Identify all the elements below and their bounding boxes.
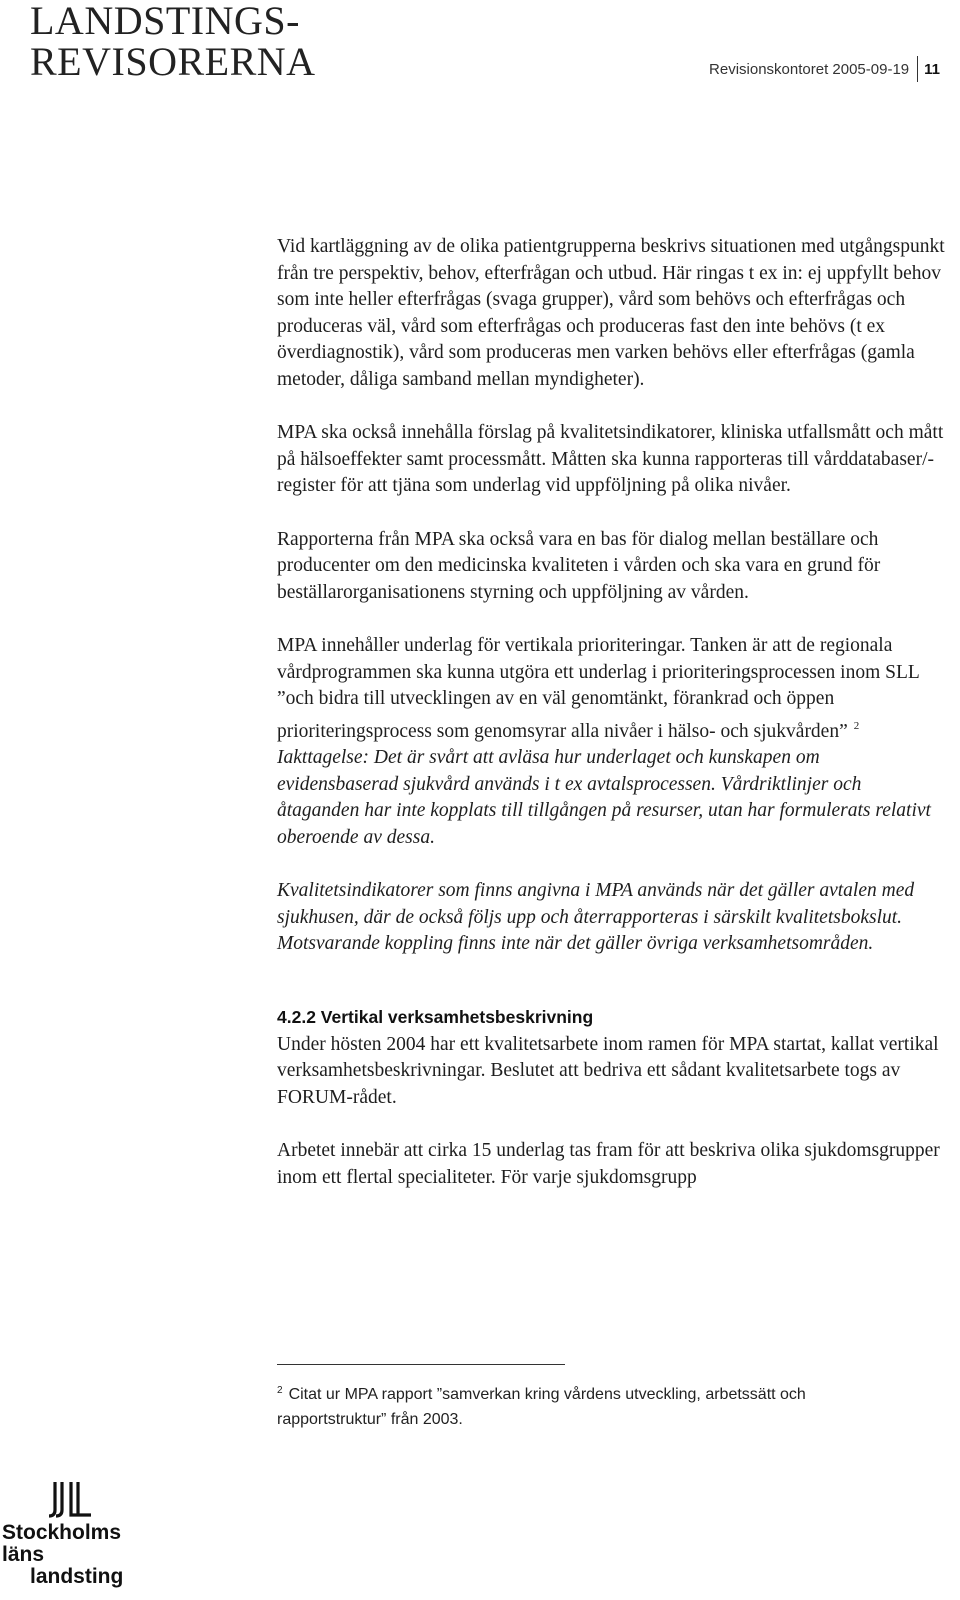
paragraph-1: Vid kartläggning av de olika patientgrupperna beskrivs situationen med utgångspunkt från tre perspektiv, behov, efterfrågan och utbud. Här ringas t ex in: ej uppfyllt behov som inte heller efterfrågas (svaga grupper), vård som behövs och efterfrågas och produceras väl, vård som efterfrågas och produceras fast den inte behövs (t ex överdiagnostik), vård som produceras men varken behövs eller efterfrågas (gamla metoder, dåliga samband mellan myndigheter). xyxy=(277,236,945,390)
paragraph-2: MPA ska också innehålla förslag på kvalitetsindikatorer, kliniska utfallsmått och mått på hälsoeffekter samt processmått. Måtten ska kunna rapporteras till vårddatabaser/-register för att tjäna som underlag vid uppföljning på olika nivåer. xyxy=(277,422,944,496)
document-date: Revisionskontoret 2005-09-19 xyxy=(709,60,910,78)
organization-title-line2: REVISORERNA xyxy=(30,39,316,84)
sll-logo-icon xyxy=(47,1482,93,1518)
organization-title xyxy=(30,0,316,82)
observation-paragraph: Iakttagelse: Det är svårt att avläsa hur underlaget och kunskapen om evidensbaserad sjukvård används i t ex avtalsprocessen. Vårdriktlinjer och åtaganden har inte kopplats till tillgången på resurser, utan har formulerats relativt oberoende av dessa. xyxy=(277,747,931,848)
paragraph-4-text: MPA innehåller underlag för vertikala prioriteringar. Tanken är att de regionala vårdprogrammen ska kunna utgöra ett underlag i prioriteringsprocessen inom SLL ”och bidra till utvecklingen av en väl genomtänkt, förankrad och öppen prioriteringsprocess som genomsyrar alla nivåer i hälso- och sjukvården” xyxy=(277,635,920,742)
quality-indicators-paragraph: Kvalitetsindikatorer som finns angivna i MPA används när det gäller avtalen med sjukhusen, där de också följs upp och återrapporteras i särskilt kvalitetsbokslut. Motsvarande koppling finns inte när det gäller övriga verksamhetsområden. xyxy=(277,880,915,954)
header-divider xyxy=(917,56,918,82)
footnote-text: Citat ur MPA rapport ”samverkan kring vårdens utveckling, arbetssätt och rapportstruktur” från 2003. xyxy=(277,1386,806,1428)
logo-text-line2: landsting xyxy=(30,1565,124,1588)
footnote-divider xyxy=(277,1364,565,1365)
section-heading: 4.2.2 Vertikal verksamhetsbeskrivning xyxy=(277,1006,594,1027)
page-number: 11 xyxy=(924,60,940,78)
paragraph-8: Arbetet innebär att cirka 15 underlag tas fram för att beskriva olika sjukdomsgrupper inom ett flertal specialiteter. För varje sjukdomsgrupp xyxy=(277,1140,940,1188)
footnote-number: 2 xyxy=(277,1385,283,1396)
paragraph-3: Rapporterna från MPA ska också vara en bas för dialog mellan beställare och producenter om den medicinska kvaliteten i vården och ska vara en grund för beställarorganisationens styrning och uppföljning av vården. xyxy=(277,528,881,603)
main-content xyxy=(277,234,945,1218)
footnote xyxy=(277,1378,917,1432)
logo-text-line1: Stockholms läns xyxy=(2,1521,122,1566)
footnote-reference[interactable]: 2 xyxy=(853,719,860,732)
organization-title-line1: LANDSTINGS- xyxy=(30,0,300,43)
page-header-meta xyxy=(709,56,940,82)
paragraph-4 xyxy=(277,633,945,745)
paragraph-7: Under hösten 2004 har ett kvalitetsarbete inom ramen för MPA startat, kallat vertikal verksamhetsbeskrivningar. Beslutet att bedriva ett sådant kvalitetsarbete togs av FORUM-rådet. xyxy=(277,1033,939,1108)
stockholms-lans-landsting-logo xyxy=(0,1482,160,1588)
